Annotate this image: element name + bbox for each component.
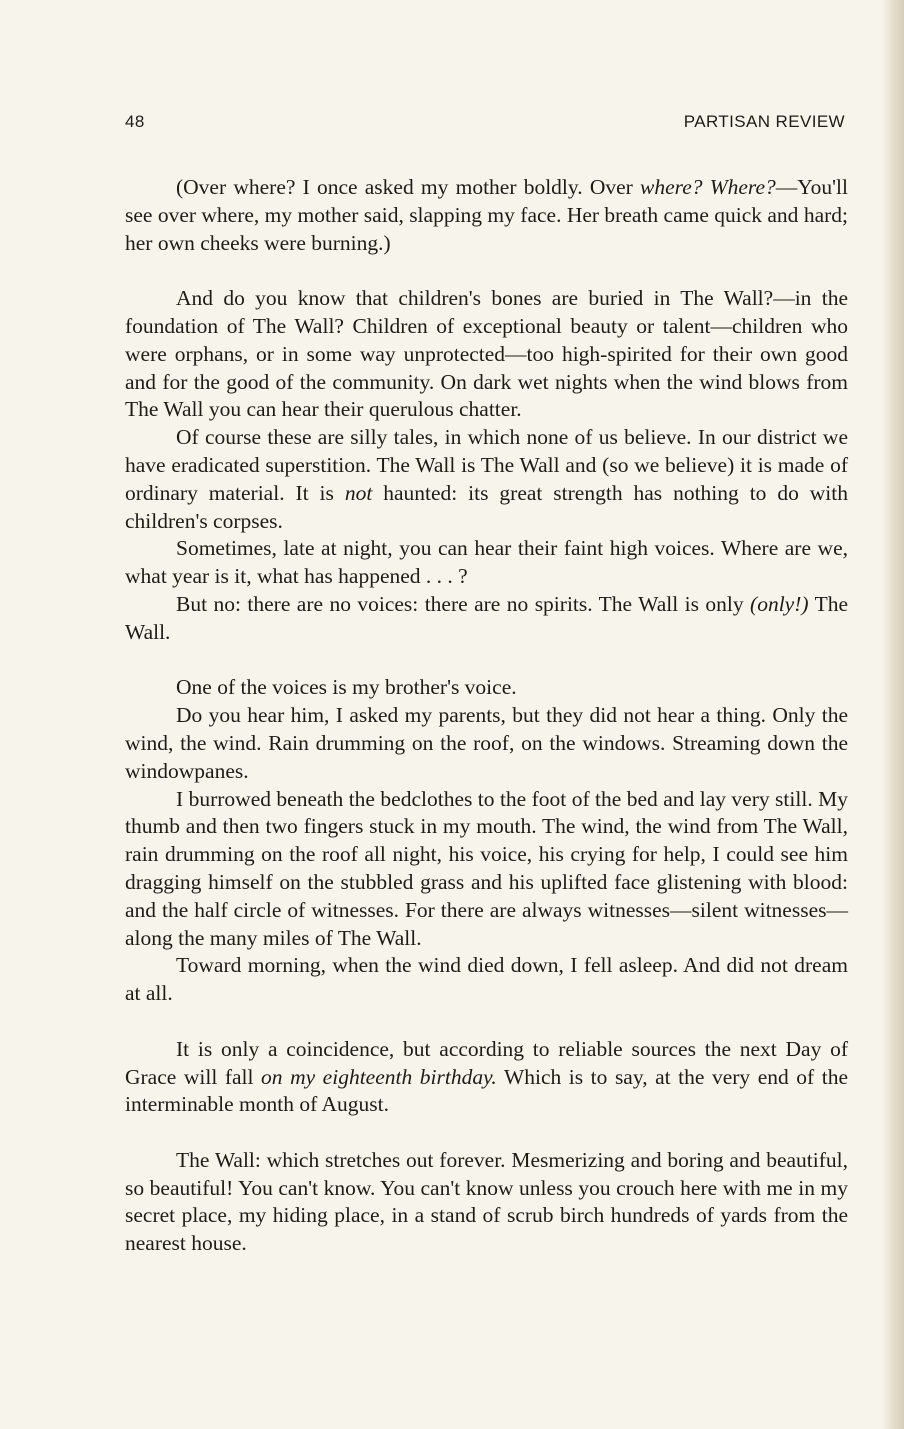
italic-text: (only!) <box>750 591 809 616</box>
paragraph <box>125 535 848 591</box>
paragraph <box>125 702 848 785</box>
text-run: Sometimes, late at night, you can hear their faint high voices. Where are we, what year is it, what has happened . . . ? <box>125 536 848 589</box>
text-run: And do you know that children's bones are buried in The Wall?—in the foundation of The Wall? Children of exceptional beauty or talent—children who were orphans, or in some way unprotected—too high-spirited for their own good and for the good of the community. On dark wet nights when the wind blows from The Wall you can hear their querulous chatter. <box>125 286 848 422</box>
italic-text: on my eighteenth birthday. <box>261 1064 497 1089</box>
paragraph <box>125 674 848 702</box>
text-run: But no: there are no voices: there are no spirits. The Wall is only <box>176 591 751 616</box>
paragraph <box>125 591 848 647</box>
text-run: I burrowed beneath the bedclothes to the foot of the bed and lay very still. My thumb and then two fingers stuck in my mouth. The wind, the wind from The Wall, rain drumming on the roof all night, his voice, his crying for help, I could see him dragging himself on the stubbled grass and his uplifted face glistening with blood: and the half circle of witnesses. For there are always witnesses—silent witnesses—along the many miles of The Wall. <box>125 786 848 950</box>
text-run: haunted: its great strength has nothing to do with children's corpses. <box>125 480 848 533</box>
text-run: One of the voices is my brother's voice. <box>176 675 517 700</box>
italic-text: where? Where? <box>640 175 776 199</box>
paragraph <box>125 1036 848 1119</box>
text-run: (Over where? I once asked my mother boldly. Over <box>176 175 641 199</box>
paragraph <box>125 786 848 953</box>
page-edge-shadow <box>882 0 904 1429</box>
running-header <box>125 112 845 138</box>
text-run: The Wall: which stretches out forever. Mesmerizing and boring and beautiful, so beautiful! You can't know. You can't know unless you crouch here with me in my secret place, my hiding place, in a stand of scrub birch hundreds of yards from the nearest house. <box>125 1147 848 1256</box>
text-run: Which is to say, at the very end of the interminable month of August. <box>125 1064 848 1117</box>
text-run: —You'll see over where, my mother said, slapping my face. Her breath came quick and hard; her own cheeks were burning.) <box>125 175 848 255</box>
italic-text: not <box>344 480 373 505</box>
paragraph <box>125 174 848 257</box>
paragraph <box>125 424 848 535</box>
page-number: 48 <box>125 112 145 131</box>
text-run: Toward morning, when the wind died down, I fell asleep. And did not dream at all. <box>125 953 848 1006</box>
text-run: Of course these are silly tales, in which none of us believe. In our district we have eradicated superstition. The Wall is The Wall and (so we believe) it is made of ordinary material. It is <box>125 425 848 505</box>
text-run: It is only a coincidence, but according to reliable sources the next Day of Grace will fall <box>125 1036 848 1089</box>
paragraph <box>125 1147 848 1258</box>
article-body <box>125 174 848 1258</box>
journal-title: PARTISAN REVIEW <box>683 112 845 131</box>
text-run: The Wall. <box>125 591 848 644</box>
paragraph <box>125 285 848 424</box>
text-run: Do you hear him, I asked my parents, but they did not hear a thing. Only the wind, the wind. Rain drumming on the roof, on the windows. Streaming down the windowpanes. <box>125 703 848 783</box>
paragraph <box>125 952 848 1008</box>
